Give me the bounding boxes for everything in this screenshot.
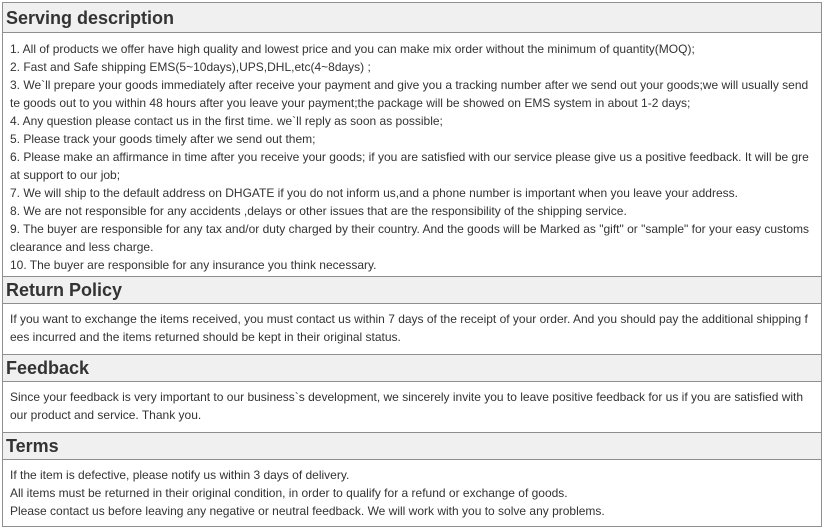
terms-heading: Terms: [3, 433, 821, 460]
feedback-body: [3, 382, 821, 432]
serving-description-body: [3, 33, 821, 276]
serving-description-heading: Serving description: [3, 3, 821, 33]
serving-item-1: 1. All of products we offer have high quality and lowest price and you can make mix order without the minimum of quantity(MOQ);: [10, 42, 695, 56]
serving-item-6: 6. Please make an affirmance in time after you receive your goods; if you are satisfied with our service please give us a positive feedback. It will be great support to our job;: [10, 150, 809, 182]
serving-item-10: 10. The buyer are responsible for any insurance you think necessary.: [10, 258, 377, 272]
serving-item-8: 8. We are not responsible for any accidents ,delays or other issues that are the responsibility of the shipping service.: [10, 204, 627, 218]
serving-item-4: 4. Any question please contact us in the first time. we`ll reply as soon as possible;: [10, 114, 443, 128]
terms-section: [3, 433, 821, 524]
return-policy-section: [3, 277, 821, 355]
serving-item-5: 5. Please track your goods timely after we send out them;: [10, 132, 316, 146]
return-policy-text: If you want to exchange the items received, you must contact us within 7 days of the receipt of your order. And you should pay the additional shipping fees incurred and the items returned should be kept in their original status.: [10, 312, 808, 344]
terms-item-3: Please contact us before leaving any negative or neutral feedback. We will work with you to solve any problems.: [10, 504, 605, 518]
serving-item-7: 7. We will ship to the default address on DHGATE if you do not inform us,and a phone number is important when you leave your address.: [10, 186, 738, 200]
return-policy-body: [3, 304, 821, 354]
serving-item-3: 3. We`ll prepare your goods immediately after receive your payment and give you a tracking number after we send out your goods;we will usually send te goods out to you within 48 hours after you leave your payment;the package will be showed on EMS system in about 1-2 days;: [10, 78, 809, 110]
policy-table: [2, 2, 822, 527]
feedback-text: Since your feedback is very important to our business`s development, we sincerely invite you to leave positive feedback for us if you are satisfied with our product and service. Thank you.: [10, 390, 804, 422]
serving-item-9: 9. The buyer are responsible for any tax and/or duty charged by their country. And the goods will be Marked as "gift" or "sample" for your easy customs clearance and less charge.: [10, 222, 810, 254]
feedback-section: [3, 355, 821, 433]
feedback-heading: Feedback: [3, 355, 821, 382]
terms-body: [3, 460, 821, 524]
terms-item-1: If the item is defective, please notify us within 3 days of delivery.: [10, 468, 350, 482]
return-policy-heading: Return Policy: [3, 277, 821, 304]
serving-item-2: 2. Fast and Safe shipping EMS(5~10days),UPS,DHL,etc(4~8days) ;: [10, 60, 371, 74]
serving-description-section: [3, 3, 821, 277]
terms-item-2: All items must be returned in their original condition, in order to qualify for a refund or exchange of goods.: [10, 486, 568, 500]
